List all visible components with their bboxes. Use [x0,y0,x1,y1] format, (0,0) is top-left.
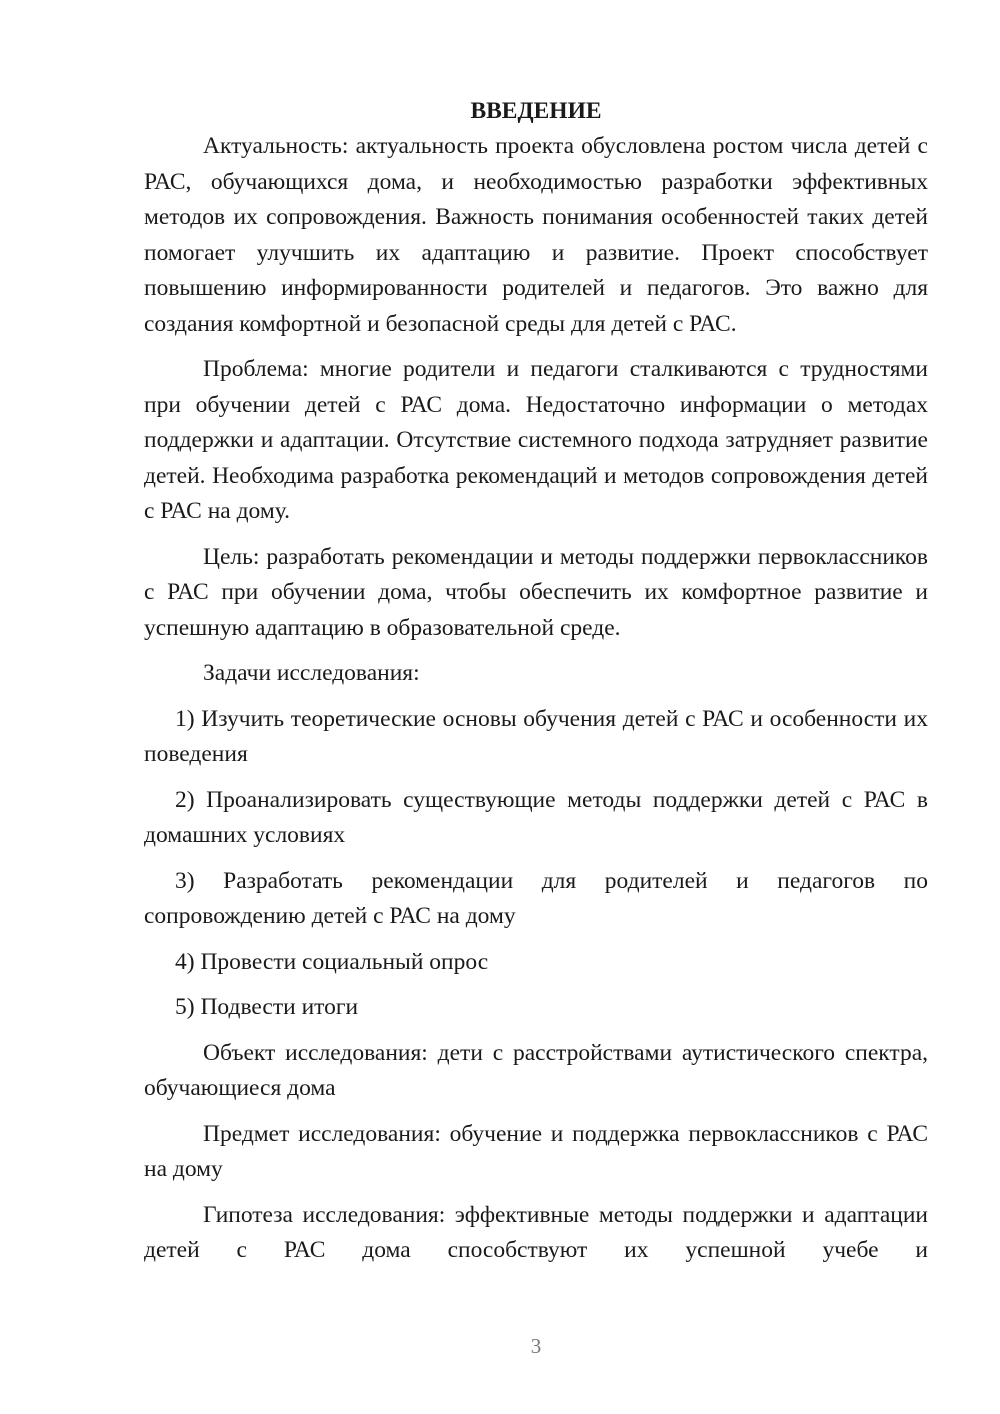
paragraph-object: Объект исследования: дети с расстройствами аутистического спектра, обучающиеся дома [144,1039,928,1101]
paragraph-goal: Цель: разработать рекомендации и методы поддержки первоклассников с РАС при обучении дома, чтобы обеспечить их комфортное развитие и успешную адаптацию в образовательной среде. [144,543,928,641]
paragraph-problem: Проблема: многие родители и педагоги сталкиваются с трудностями при обучении детей с РАС дома. Недостаточно информации о методах поддержки и адаптации. Отсутствие системного подхода затрудняет развитие детей. Необходима разработка рекомендаций и методов сопровождения детей с РАС на дому. [144,356,928,524]
list-item: 4) Провести социальный опрос [175,948,489,975]
section-heading: ВВЕДЕНИЕ [470,98,602,124]
paragraph-tasks-intro: Задачи исследования: [203,660,420,686]
list-item: 5) Подвести итоги [175,994,359,1020]
tasks-list [144,702,928,1026]
list-item: 3) Разработать рекомендации для родителей и педагогов по сопровождению детей с РАС на дому [144,867,928,929]
list-item: 1) Изучить теоретические основы обучения детей с РАС и особенности их поведения [144,705,928,767]
page-content [144,96,928,1279]
page-number: 3 [530,1334,542,1358]
paragraph-relevance: Актуальность: актуальность проекта обусловлена ростом числа детей с РАС, обучающихся дома, и необходимостью разработки эффективных методов их сопровождения. Важность понимания особенностей таких детей помогает улучшить их адаптацию и развитие. Проект способствует повышению информированности родителей и педагогов. Это важно для создания комфортной и безопасной среды для детей с РАС. [144,133,928,337]
paragraph-subject: Предмет исследования: обучение и поддержка первоклассников с РАС на дому [144,1120,928,1182]
paragraph-hypothesis: Гипотеза исследования: эффективные методы поддержки и адаптации детей с РАС дома способствуют их успешной учебе и [144,1201,928,1263]
list-item: 2) Проанализировать существующие методы поддержки детей с РАС в домашних условиях [144,786,928,848]
